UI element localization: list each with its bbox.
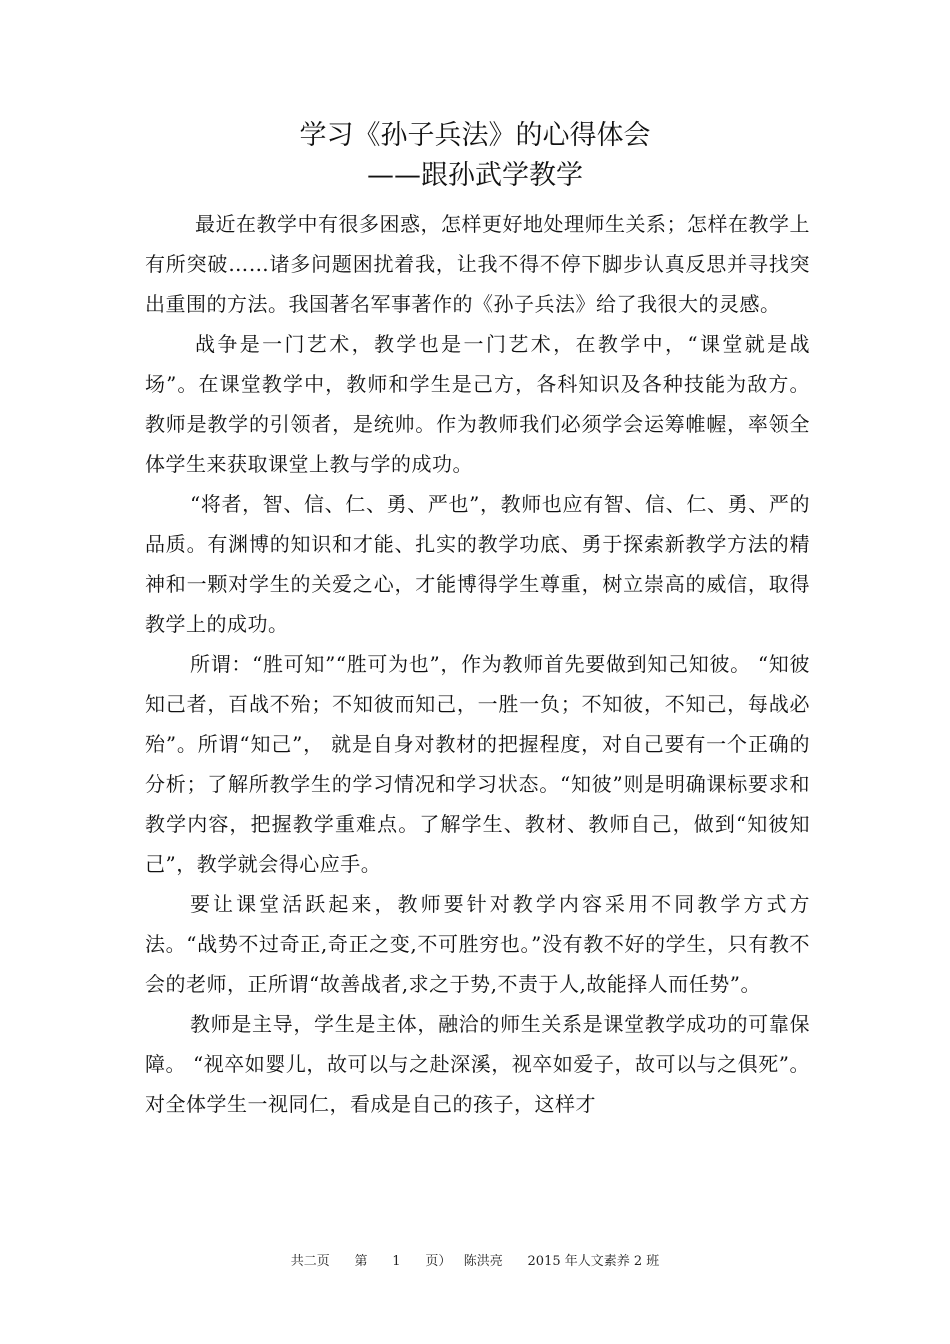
paragraph: 战争是一门艺术，教学也是一门艺术，在教学中，“课堂就是战场”。在课堂教学中，教师和学生是己方，各科知识及各种技能为敌方。教师是教学的引领者，是统帅。作为教师我们必须学会运筹帷幄，率领全体学生来获取课堂上教与学的成功。 bbox=[145, 332, 810, 476]
paragraph: 要让课堂活跃起来，教师要针对教学内容采用不同教学方式方法。“战势不过奇正,奇正之变,不可胜穷也。”没有教不好的学生，只有教不会的老师，正所谓“故善战者,求之于势,不责于人,故能择人而任势”。 bbox=[145, 892, 810, 996]
paragraph: 教师是主导，学生是主体，融洽的师生关系是课堂教学成功的可靠保障。 “视卒如婴儿，故可以与之赴深溪，视卒如爱子，故可以与之俱死”。 对全体学生一视同仁，看成是自己的孩子，这样才 bbox=[145, 1012, 810, 1116]
document-body bbox=[145, 204, 810, 1124]
paragraph: 所谓：“胜可知”“胜可为也”，作为教师首先要做到知己知彼。 “知彼知己者，百战不殆；不知彼而知己，一胜一负；不知彼，不知己，每战必殆”。所谓“知己”， 就是自身对教材的把握程度，对自己要有一个正确的分析；了解所教学生的学习情况和学习状态。“知彼”则是明确课标要求和教学内容，把握教学重难点。了解学生、教材、教师自己，做到“知彼知己”，教学就会得心应手。 bbox=[145, 652, 810, 876]
paragraph: “将者，智、信、仁、勇、严也”，教师也应有智、信、仁、勇、严的品质。有渊博的知识和才能、扎实的教学功底、勇于探索新教学方法的精神和一颗对学生的关爱之心，才能博得学生尊重，树立崇高的威信，取得教学上的成功。 bbox=[145, 492, 810, 636]
page-footer: 共二页 第 1 页） 陈洪亮 2015 年人文素养 2 班 bbox=[290, 1254, 660, 1269]
paragraph: 最近在教学中有很多困惑，怎样更好地处理师生关系；怎样在教学上有所突破……诸多问题困扰着我，让我不得不停下脚步认真反思并寻找突出重围的方法。我国著名军事著作的《孙子兵法》给了我很大的灵感。 bbox=[145, 212, 810, 316]
document-title: 学习《孙子兵法》的心得体会 bbox=[299, 120, 651, 151]
document-subtitle: ——跟孙武学教学 bbox=[367, 160, 583, 191]
